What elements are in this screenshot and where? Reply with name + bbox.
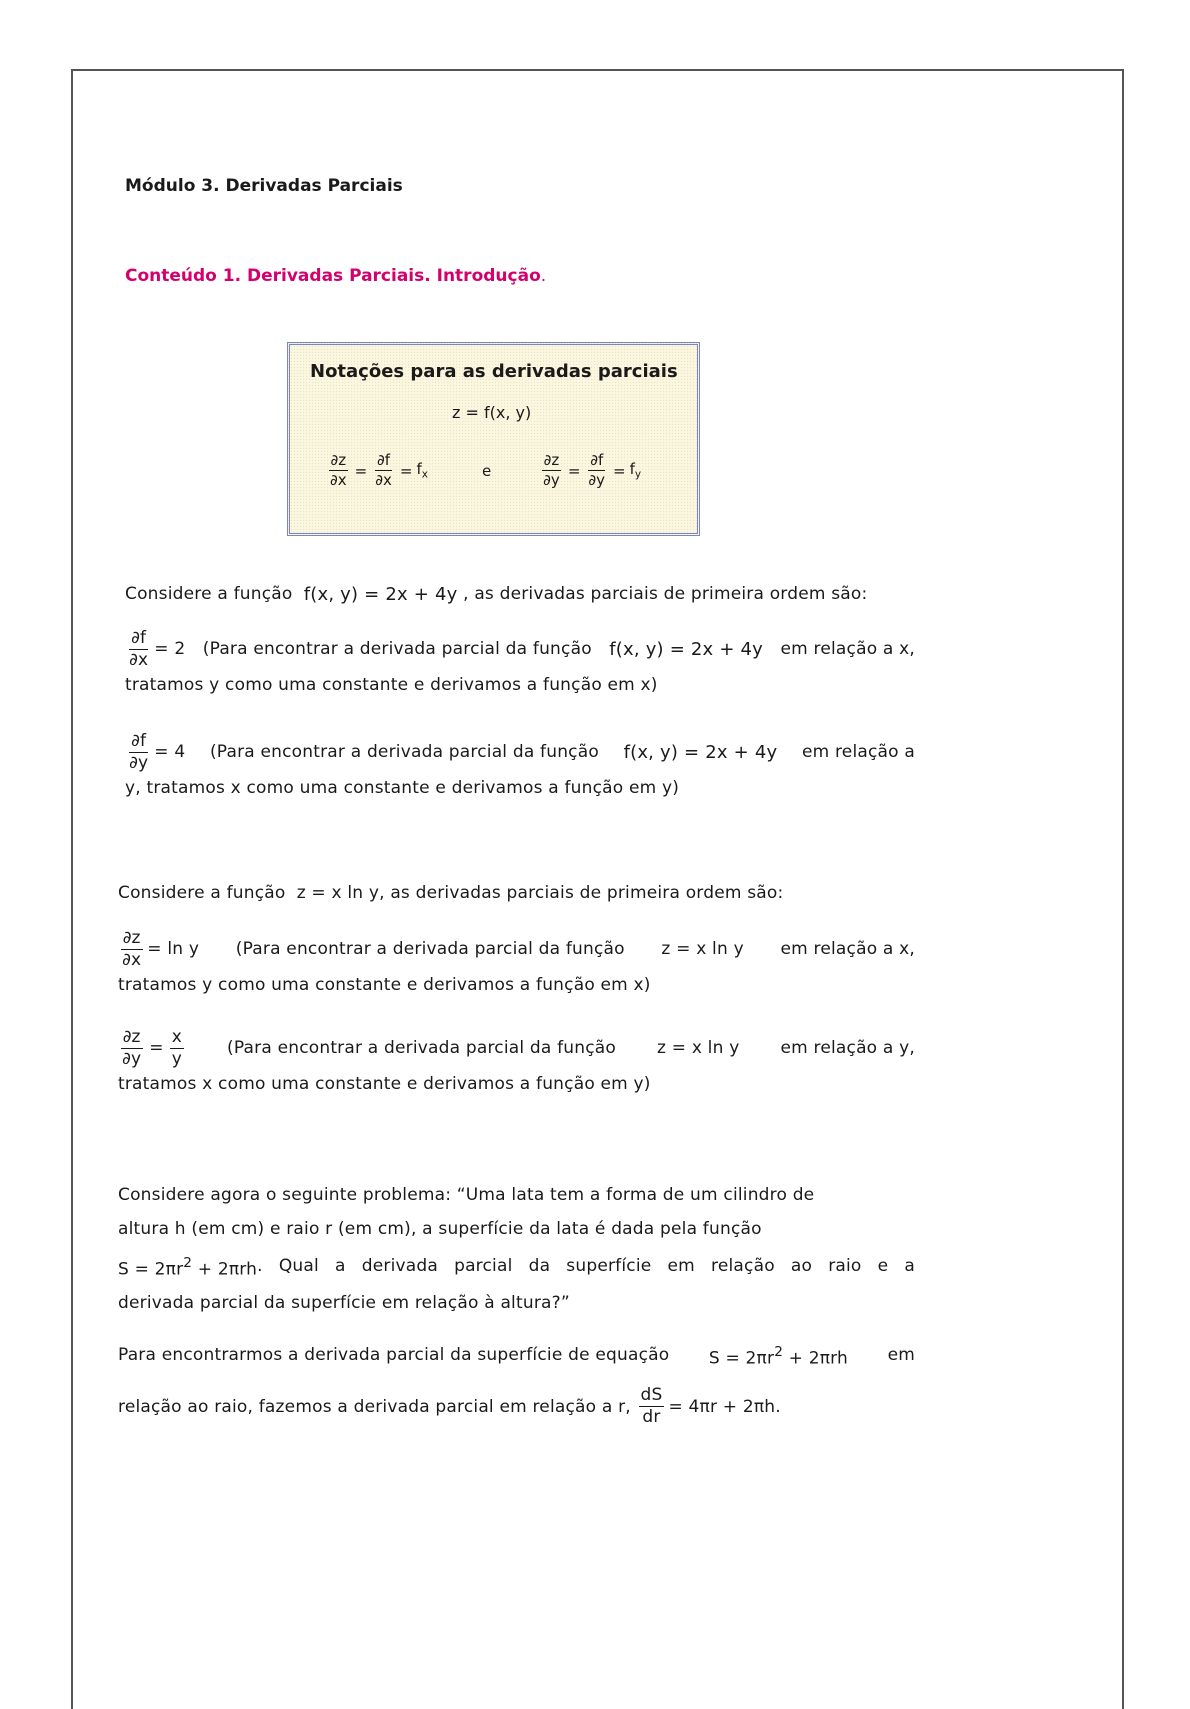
surface-formula: $S = 2\pi r^2 + 2\pi rh$	[118, 1255, 258, 1280]
section2-deriv-x: $\frac{\partial z}{\partial x}$ = ln y (Para encontrar a derivada parcial da função z = x ln y em relação a x, tratamos y como uma constante e derivamos a função em x)	[118, 928, 915, 995]
fraction-x-y: $\frac{x}{y}$	[171, 1027, 182, 1069]
notation-box	[287, 342, 700, 536]
function-z: z = x ln y	[296, 883, 380, 903]
fraction-df-dx: $\frac{\partial f}{\partial x}$	[129, 628, 149, 670]
function-f: f(x, y) = 2x + 4y	[609, 639, 764, 660]
function-f: f(x, y) = 2x + 4y	[303, 584, 458, 605]
fraction-dz-dx: $\frac{\partial z}{\partial x}$	[122, 928, 142, 970]
conjunction-e: e	[481, 461, 492, 480]
section3-problem: Considere agora o seguinte problema: “Uma lata tem a forma de um cilindro de altura h (em cm) e raio r (em cm), a superfície da lata é dada pela função $S = 2\pi r^2 + 2\pi rh$ . Qual a derivada parcial da superfície em relação ao raio e a derivada parcial da superfície em relação à altura?”	[118, 1185, 915, 1314]
section1-deriv-x: $\frac{\partial f}{\partial x}$ = 2 (Para encontrar a derivada parcial da função f(x, y) = 2x + 4y em relação a x, tratamos y como uma constante e derivamos a função em x)	[125, 628, 915, 695]
function-z: z = x ln y	[661, 939, 744, 959]
section1-intro: Considere a função f(x, y) = 2x + 4y , as derivadas parciais de primeira ordem são:	[125, 578, 915, 611]
fraction-dz-dx: $\frac{\partial z}{\partial x}$	[330, 451, 347, 489]
fraction-dz-dy: $\frac{\partial z}{\partial y}$	[543, 451, 560, 489]
section3-solution: Para encontrarmos a derivada parcial da superfície de equação $S = 2\pi r^2 + 2\pi rh$ em relação ao raio, fazemos a derivada parcial em relação a r, $\frac{dS}{dr}$ = 4πr + 2πh .	[118, 1335, 915, 1426]
f-sub-x: $f_x$	[416, 460, 428, 481]
surface-formula: $S = 2\pi r^2 + 2\pi rh$	[708, 1344, 849, 1369]
fraction-dS-dr: $\frac{dS}{dr}$	[640, 1385, 663, 1428]
function-f: f(x, y) = 2x + 4y	[623, 742, 778, 763]
content-title-text: Conteúdo 1. Derivadas Parciais. Introdução	[125, 266, 541, 286]
section2-deriv-y: $\frac{\partial z}{\partial y}$ = $\frac{x}{y}$ (Para encontrar a derivada parcial da função z = x ln y em relação a y, tratamos x como uma constante e derivamos a função em y)	[118, 1027, 915, 1094]
notation-z-equals-f: z = f(x, y)	[452, 403, 532, 422]
notation-box-title: Notações para as derivadas parciais	[310, 361, 678, 382]
f-sub-y: $f_y$	[629, 460, 642, 481]
fraction-df-dy: $\frac{\partial f}{\partial y}$	[588, 451, 606, 489]
section1-deriv-y: $\frac{\partial f}{\partial y}$ = 4 (Para encontrar a derivada parcial da função f(x, y) = 2x + 4y em relação a y, tratamos x como uma constante e derivamos a função em y)	[125, 731, 915, 798]
fraction-df-dx: $\frac{\partial f}{\partial x}$	[375, 451, 392, 489]
notation-equations: $\frac{\partial z}{\partial x}$ = $\frac{\partial f}{\partial x}$ = $f_x$ e $\frac{\partial z}{\partial y}$ = $\frac{\partial f}{\partial y}$ = $f_y$	[330, 451, 642, 489]
content-title	[125, 266, 546, 286]
fraction-df-dy: $\frac{\partial f}{\partial y}$	[129, 731, 149, 773]
function-z: z = x ln y	[657, 1038, 740, 1058]
fraction-dz-dy: $\frac{\partial z}{\partial y}$	[122, 1027, 142, 1069]
content-title-period: .	[540, 266, 547, 286]
module-title: Módulo 3. Derivadas Parciais	[125, 176, 403, 196]
section2-intro: Considere a função z = x ln y , as derivadas parciais de primeira ordem são:	[118, 877, 915, 910]
